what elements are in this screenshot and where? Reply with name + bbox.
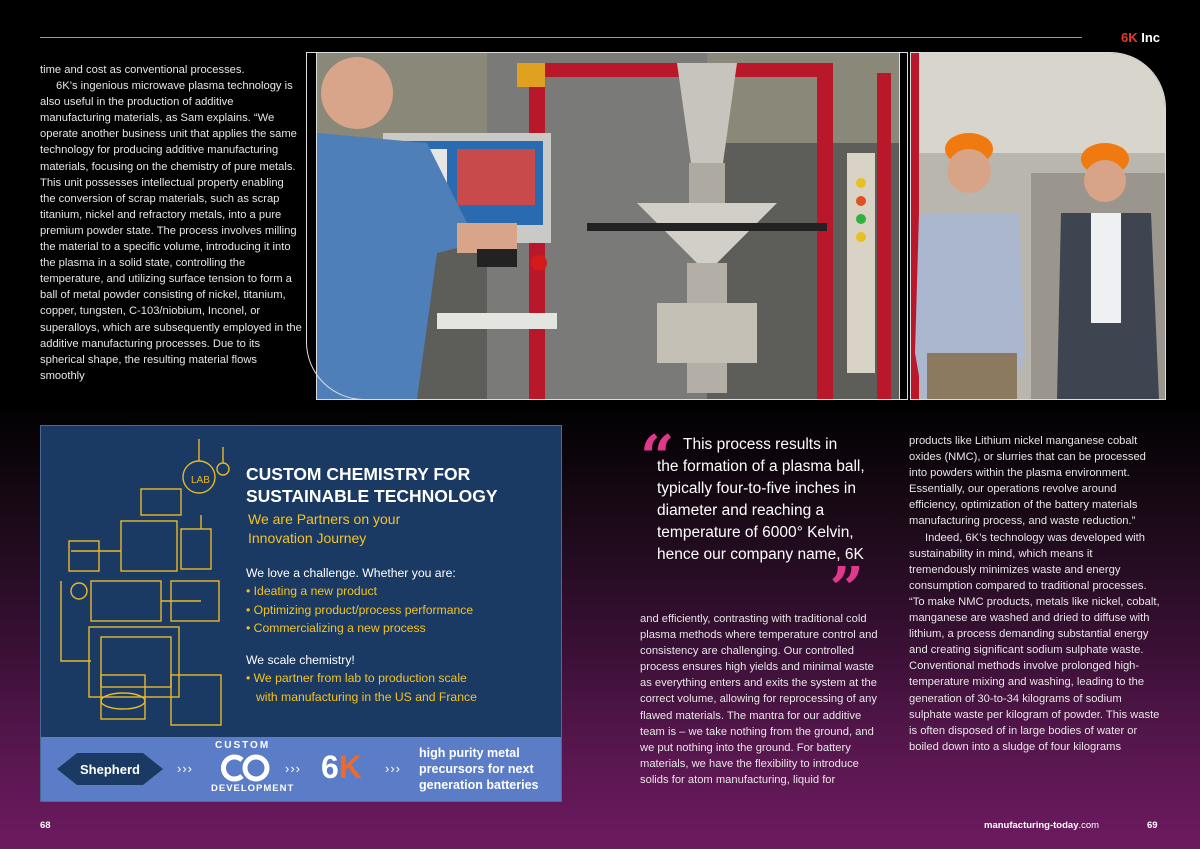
shepherd-logo — [57, 751, 163, 787]
pull-quote-line-1: This process results in — [683, 436, 838, 453]
ad-bullet: • Optimizing product/process performance — [246, 602, 474, 617]
lab-equipment-photo — [316, 52, 900, 400]
6k-logo-6: 6 — [321, 749, 339, 785]
ad-tagline — [419, 745, 538, 793]
6k-logo — [321, 749, 362, 786]
paragraph: and efficiently, contrasting with traditional cold plasma methods where temperature control and consistency are challenging. Our controlled process ensures high yields and minimal waste as everything enters and exits the system at the correct volume, allowing for reprocessing of any flawed materials. The mantra for our additive team is – we take nothing from the ground, and we put nothing into the ground. For battery materials, we have the flexibility to introduce solids for atom manufacturing, liquid for — [640, 613, 878, 786]
brand-inc: Inc — [1137, 30, 1160, 45]
paragraph: Indeed, 6K’s technology was developed with sustainability in mind, which means it tremendously minimizes waste and energy consumption compared to traditional processes. “To make NMC products, metals like nickel, cobalt, manganese are washed and dried to diffuse with lithium, a process demanding substantial energy and creating significant sodium sulphate waste. Conventional methods involve prolonged high-temperature mixing and washing, leading to the generation of 30-to-34 kilograms of sodium sulphate waste per kilogram of powder. This waste is often disposed of in large bodies of water or boiled down into a sludge of four kilograms — [909, 531, 1160, 753]
arrow-icon: ››› — [177, 761, 193, 776]
ad-bullet-continued: with manufacturing in the US and France — [256, 689, 477, 704]
ad-bullet: • Ideating a new product — [246, 584, 377, 599]
ad-subheading-line-2: Innovation Journey — [248, 530, 367, 546]
6k-logo-k: K — [338, 749, 362, 785]
ad-bullet: • We partner from lab to production scale — [246, 671, 467, 686]
arrow-icon: ››› — [385, 761, 401, 776]
executives-photo — [910, 52, 1166, 400]
lab-label: LAB — [191, 475, 210, 486]
paragraph: time and cost as conventional processes. — [40, 64, 245, 76]
paragraph: 6K’s ingenious microwave plasma technology is also useful in the production of additive manufacturing materials, as Sam explains. “We operate another business unit that applies the same technology for producing additive manufacturing materials, focusing on the chemistry of pure metals. This unit possesses intellectual property enabling the conversion of scrap materials, such as scrap titanium, nickel and refractory metals, into a pure premium powder state. The process involves milling the material to a specific volume, introducing it into the plasma in a solid state, controlling the temperature, and utilizing surface tension to form a ball of metal powder consisting of nickel, titanium, copper, tungsten, C-103/niobium, Inconel, or superalloys, which are subsequently employed in the additive manufacturing processes. Due to its spherical shape, the resulting material flows smoothly — [40, 80, 302, 382]
ad-lead: We love a challenge. Whether you are: — [246, 566, 456, 580]
ad-heading-line-2: SUSTAINABLE TECHNOLOGY — [246, 486, 498, 506]
shepherd-advertisement[interactable] — [40, 425, 562, 802]
custom-label: CUSTOM — [215, 740, 271, 751]
article-column-1 — [40, 62, 302, 384]
open-quote-mark: “ — [640, 423, 675, 493]
website-link[interactable] — [984, 820, 1099, 831]
ad-body — [246, 564, 477, 706]
website-tld: .com — [1078, 820, 1100, 831]
ad-footer-bar — [41, 737, 561, 801]
arrow-icon: ››› — [285, 761, 301, 776]
ad-tagline-line-3: generation batteries — [419, 778, 539, 792]
ad-heading — [246, 463, 498, 507]
executives-illustration — [911, 53, 1165, 399]
ad-bullet: • Commercializing a new process — [246, 620, 426, 635]
ad-subheading — [248, 510, 400, 548]
lab-equipment-line-art — [51, 431, 241, 731]
ad-heading-line-1: CUSTOM CHEMISTRY FOR — [246, 464, 471, 484]
pull-quote — [640, 423, 880, 625]
article-column-3 — [640, 611, 886, 788]
ad-tagline-line-2: precursors for next — [419, 762, 534, 776]
close-quote-mark: ” — [829, 555, 864, 625]
ad-tagline-line-1: high purity metal — [419, 746, 520, 760]
shepherd-wordmark: Shepherd — [80, 762, 140, 777]
ad-subheading-line-1: We are Partners on your — [248, 511, 401, 527]
website-domain: manufacturing-today — [984, 820, 1079, 831]
development-label: DEVELOPMENT — [211, 783, 295, 794]
header-rule — [40, 37, 1082, 38]
right-page-number: 69 — [1147, 820, 1158, 831]
co-logo — [218, 753, 272, 783]
co-logo-text: CO — [218, 753, 220, 754]
pull-quote-text: the formation of a plasma ball, typically four-to-five inches in diameter and reaching a temperature of 6000° Kelvin, hence our company name, 6K — [657, 458, 865, 563]
brand-6k: 6K — [1120, 30, 1138, 45]
article-column-4 — [909, 433, 1161, 755]
paragraph: products like Lithium nickel manganese cobalt oxides (NMC), or slurries that can be processed into powders within the plasma environment. Essentially, our operations revolve around efficiency, optimization of the battery materials manufacturing process, and waste reduction.” — [909, 435, 1146, 528]
lab-photo-illustration — [317, 53, 899, 399]
running-header — [1121, 30, 1160, 45]
left-page-number: 68 — [40, 820, 51, 831]
ad-scale-text: We scale chemistry! — [246, 653, 355, 668]
